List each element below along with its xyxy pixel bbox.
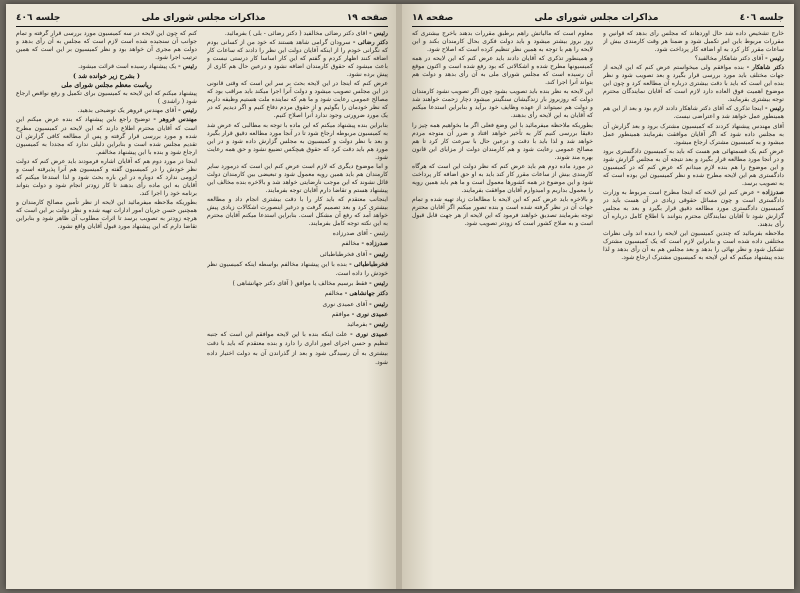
transcript-paragraph: [603, 189, 784, 229]
speech-text: این لایحه به نظر بنده باید تصویب بشود چون اگر تصویب نشود کارمندان دولت که روزبروز بار زندگیشان سنگینتر میشود دچار زحمت خواهند شد و دولت هم نمیتواند از عهده وظایف خود برآید و بنابراین استدعا میکنم که آقایان به این لایحه رأی بدهند.: [412, 88, 593, 120]
speech-text: بنابراین بنده پیشنهاد میکنم که این ماده با توجه به مطالبی که عرض شد به کمیسیون مربوطه ارجاع شود تا در آنجا مورد مطالعه دقیق قرار بگیرد و بعد با نظر دولت و کمیسیون به مجلس گزارش داده شود و در این مورد هم باید دقت کرد که حقوق هیچکس تضییع نشود و حق همه رعایت شود.: [207, 121, 388, 161]
speech-text: موافقم: [331, 310, 352, 318]
right-page: [402, 4, 794, 589]
transcript-paragraph: [603, 123, 784, 147]
transcript-paragraph: [412, 122, 593, 162]
transcript-paragraph: [603, 105, 784, 121]
transcript-paragraph: [207, 80, 388, 120]
speech-text: اینجا تذکری که آقای دکتر شاهکار دادند لازم بود و بعد از این هم همینطور عمل خواهد شد و اعتراضی نیست.: [603, 105, 784, 121]
speaker-name: فخرطباطبائی -: [349, 260, 388, 268]
speaker-name: عمیدی نوری -: [350, 331, 388, 339]
vote-line: [207, 289, 388, 298]
right-session-label: جلسه ٤٠٦: [739, 13, 784, 23]
transcript-paragraph: [16, 30, 197, 62]
transcript-paragraph: [412, 88, 593, 120]
speech-text: در مورد ماده دوم هم باید عرض کنم که نظر دولت این است که هرگاه کارمندی بیش از ساعات مقرر کار کند باید به او حق اضافه کار پرداخت شود و این موضوع در همه کشورها معمول است و ما هم باید همین رویه را معمول بداریم و امیدوارم آقایان موافقت بفرمایند.: [412, 162, 593, 194]
speech-text: کنم که چون این لایحه در سه کمیسیون مورد بررسی قرار گرفته و تمام جوانب آن سنجیده شده است لازم است که مجلس به آن رأی بدهد و دولت هم مجری آن خواهد بود و نظر کمیسیون بر این است که همین ترتیب اجرا شود.: [16, 30, 197, 62]
speech-text: و همینطور تذکری که آقایان دادند باید عرض کنم که این لایحه در همه کمیسیونها مطرح شده و اشکالاتی که بود رفع شده است و اکنون موقع آن رسیده است که مجلس شورای ملی به آن رأی بدهد و دولت هم بتواند آنرا اجرا کند.: [412, 55, 593, 87]
speech-text: مخالفم: [341, 240, 362, 248]
vote-line: [207, 260, 388, 278]
speech-text: آقای دکتر رضائی مخالفید ( دکتر رضائی - بلی ) بفرمائید.: [224, 30, 368, 37]
right-page-number: صفحه ١٨: [412, 13, 454, 23]
transcript-paragraph: [603, 55, 784, 63]
speech-text: آقای مهندس پیشنهاد کردند که کمیسیون مشترک برود و بعد گزارش آن به مجلس داده شود که اگر آقایان موافقت بفرمایند همینطور عمل میشود و به کمیسیون مشترک ارجاع میشود.: [603, 122, 784, 146]
speech-text: بنده با این پیشنهاد مخالفم بواسطه اینکه کمیسیون نظر خودش را داده است.: [207, 260, 388, 277]
speaker-name: رئیس -: [765, 55, 784, 63]
speaker-name: رئیس -: [369, 250, 388, 258]
speech-text: یک پیشنهاد رسیده است قرائت میشود.: [78, 63, 177, 71]
left-page: [6, 4, 398, 589]
speech-text: آقای فخرطباطبائی: [319, 250, 370, 258]
speaker-name: رئیس -: [178, 63, 197, 71]
transcript-paragraph: [207, 163, 388, 195]
speaker-name: دکتر رضائی -: [352, 39, 388, 47]
vote-line: [207, 320, 388, 329]
left-session-label: جلسه ٤٠٦: [16, 13, 61, 23]
transcript-paragraph: [603, 64, 784, 104]
transcript-paragraph: [603, 148, 784, 188]
transcript-paragraph: [207, 30, 388, 38]
right-page-column-left: [412, 30, 593, 581]
centered-heading: ( بشرح زیر خوانده شد ): [73, 72, 140, 81]
transcript-paragraph: [16, 199, 197, 231]
left-page-number: صفحه ١٩: [346, 13, 388, 23]
speech-text: عرض کنم یک قسمتهائی هم هست که باید به کمیسیون دادگستری برود و در آنجا مورد مطالعه قرار بگیرد و بعد نتیجه آن به مجلس گزارش شود و این موضوع را هم بنده لازم میدانم که عرض کنم که در کمیسیون دادگستری هم این لایحه مطرح شده و نظر کمیسیون این بوده است که به تصویب برسد.: [603, 147, 784, 187]
speaker-name: دکتر جهانشاهی -: [344, 290, 388, 298]
transcript-paragraph: [207, 122, 388, 162]
transcript-paragraph: [603, 230, 784, 262]
vote-line: [207, 239, 388, 248]
transcript-paragraph: [16, 116, 197, 156]
speaker-name: رئیس -: [369, 30, 388, 37]
speech-text: بفرمائید: [347, 320, 370, 328]
transcript-paragraph: [603, 30, 784, 54]
speech-text: مخالفم: [324, 290, 345, 298]
speaker-name: صدرزاده -: [361, 240, 388, 248]
speaker-name: رئیس -: [369, 280, 388, 288]
vote-line: [207, 310, 388, 319]
speech-text: توضیح راجع باین پیشنهاد که بنده عرض میکنم این است که آقایان محترم اطلاع دارند که این لایحه در کمیسیون مطرح شده و مورد بررسی قرار گرفته و پس از مطالعه کافی گزارش آن تقدیم مجلس شده است و بنابراین دلیلی ندارد که مجددا به کمیسیون ارجاع شود و بنده با این پیشنهاد مخالفم.: [16, 116, 197, 156]
transcript-paragraph: [412, 163, 593, 195]
speech-text: پیشنهاد میکنم که این لایحه به کمیسیون برای تکمیل و رفع نواقص ارجاع شود ( راشدی ): [16, 90, 197, 106]
speech-text: معلوم است که مالیاتش راهم برطبق مقررات بدهند باخرج بیشتری که روز بروز بیشتر میشود و باید دولت فکری بحال کارمندان بکند و این لایحه را هم با توجه به همین نظر تنظیم کرده است که اصلاح شود.: [412, 30, 593, 54]
speaker-name: مهندس فروهر -: [153, 116, 197, 124]
speaker-name: صدرزاده -: [757, 188, 784, 196]
transcript-paragraph: [16, 63, 197, 71]
left-page-title: مذاکرات مجلس شورای ملی: [141, 13, 266, 23]
book-spread: [6, 4, 794, 589]
speech-text: فقط برسیم مخالف یا موافق ( آقای دکتر جهانشاهی ): [232, 280, 370, 288]
left-page-columns: [16, 30, 388, 581]
centered-heading: ریاست معظم مجلس شورای ملی: [61, 81, 152, 90]
speech-text: آقای مهندس فروهر یک توضیحی بدهید.: [77, 107, 177, 115]
vote-line: [207, 300, 388, 309]
transcript-paragraph: [207, 196, 388, 228]
left-page-column-right: [207, 30, 388, 581]
speech-text: آقای دکتر شاهکار مخالفید؟: [694, 55, 764, 63]
vote-line: [207, 250, 388, 259]
speaker-name: رئیس -: [765, 105, 784, 113]
speech-text: و اما موضوع دیگری که لازم است عرض کنم این است که درمورد سایر کارمندان هم باید همین رویه معمول شود و تبعیضی بین کارمندان دولت قائل نشوند که این موجب نارضایتی خواهد شد و بالاخره بنده مخالف این پیشنهاد هستم و تقاضا دارم آقایان توجه بفرمایند.: [207, 162, 388, 194]
speaker-name: رئیس -: [369, 320, 388, 328]
speech-text: سرودان گرامی شاهد هستند که خود من از کسانی بودم که نگرانی خودم را از اینکه آقایان دولت این نظر را دادند که ساعات کار اضافه کنند اظهار کردم و گفتم که این کار اساسا کار درستی نیست و باعث میشود که حقوق کارمندان اضافه نشود و درعین حال هم کاری از پیش برده نشود.: [207, 39, 388, 79]
transcript-paragraph: [412, 30, 593, 54]
transcript-paragraph: [207, 39, 388, 79]
speaker-name: رئیس -: [178, 107, 197, 115]
right-page-column-right: [603, 30, 784, 581]
speech-text: بطوریکه ملاحظه میفرمائید این لایحه از نظر تأمین مصالح کارمندان و همچنین حسن جریان امور ادارات تهیه شده و نظر دولت بر این است که هرچه زودتر به تصویب برسد تا اثرات مطلوب آن ظاهر شود و بنابراین تقاضا دارم که این پیشنهاد مورد قبول آقایان واقع نشود.: [16, 198, 197, 231]
speech-text: اینجا در مورد دوم هم که آقایان اشاره فرمودند باید عرض کنم که دولت نظر خودش را در کمیسیون گفته و کمیسیون هم آنرا پذیرفته است و لزومی ندارد که دوباره در این باره بحث شود و لذا استدعا میکنم که آقایان به این ماده رأی بدهند تا کار زودتر انجام شود و دولت بتواند برنامه خود را اجرا کند.: [16, 157, 197, 197]
speech-text: بنده موافقم ولی میخواستم عرض کنم که این لایحه از جهات مختلف باید مورد بررسی قرار بگیرد و بعد تصویب شود و نظر بنده این است که باید با دقت بیشتری درباره آن مطالعه کرد و چون این موضوع اهمیت فوق العاده دارد لازم است که آقایان نمایندگان محترم توجه بیشتری بفرمایند.: [603, 64, 784, 104]
right-page-columns: [412, 30, 784, 581]
speech-text: عرض کنم که اینجا در این لایحه بحث بر سر این است که وقتی قانونی در این مجلس تصویب میشود و دولت آنرا اجرا میکند باید مراقب بود که مصالح عمومی رعایت شود و ما هم که نماینده ملت هستیم وظیفه داریم که نظر خودمان را بگوئیم و از حقوق مردم دفاع کنیم و اگر دیدیم که در یک مورد ضرورتی وجود ندارد آنرا اصلاح کنیم.: [207, 80, 388, 120]
speech-text: اینجانب معتقدم که باید کار را با دقت بیشتری انجام داد و مطالعه بیشتری کرد و بعد تصمیم گرفت و درغیر اینصورت اشکالات زیادی پیش خواهد آمد که رفع آن مشکل است. بنابراین استدعا میکنم آقایان محترم به این نکته توجه کامل بفرمایند.: [207, 195, 388, 228]
right-page-header: [412, 10, 784, 27]
speech-text: ملاحظه بفرمائید که چندین کمیسیون این لایحه را دیده اند ولی نظرات مختلفی داده شده است و بنابراین لازم است که یک کمیسیون مشترک تشکیل شود و نظر نهائی را بدهد و بعد مجلس هم به آن رأی بدهد و لذا بنده پیشنهاد میکنم که این لایحه به کمیسیون مشترک ارجاع شود.: [603, 230, 784, 262]
transcript-paragraph: [16, 158, 197, 198]
vote-line: [207, 279, 388, 288]
speech-text: عرض کنم این لایحه که اینجا مطرح است مربوط به وزارت دادگستری است و چون مسائل حقوقی زیادی در آن هست باید در کمیسیون دادگستری مورد مطالعه دقیق قرار بگیرد و بعد به مجلس گزارش شود تا آقایان نمایندگان محترم بتوانند با اطلاع کامل درباره آن رأی بدهند.: [603, 188, 784, 229]
transcript-paragraph: [412, 196, 593, 228]
speech-text: آقای عمیدی نوری: [322, 300, 370, 308]
right-page-title: مذاکرات مجلس شورای ملی: [534, 13, 659, 23]
left-page-header: [16, 10, 388, 27]
speech-text: و بالاخره باید عرض کنم که این لایحه با مطالعات زیاد تهیه شده و تمام جهات آن در نظر گرفته شده است و بنده تصور میکنم اگر آقایان محترم توجه بفرمایند تصدیق خواهند فرمود که این لایحه از هر جهت قابل قبول است و به صلاح کشور است که زودتر تصویب شود.: [412, 195, 593, 228]
speech-text: بطوریکه ملاحظه میفرمائید با این وضع فعلی اگر ما بخواهیم همه چیز را دقیقا بررسی کنیم کار به تأخیر خواهد افتاد و ضرر آن متوجه مردم خواهد شد و لذا باید با دقت و درعین حال با سرعت کار کرد تا هم مصالح عمومی رعایت شود و هم کارمندان دولت از مزایای این قانون بهره مند شوند.: [412, 121, 593, 161]
speaker-name: رئیس -: [369, 300, 388, 308]
vote-intro: رئیس - آقای صدرزاده: [332, 230, 388, 238]
speaker-name: عمیدی نوری -: [351, 310, 388, 318]
speech-text: خارج تشخیص داده شد حال آوردهاند که مجلس رأی بدهد که قوانین و مقررات مربوط باین امر تکمیل شود و ضمنا هر وقت کارمندی بیش از ساعات مقرر کار کرد به او اضافه کار پرداخت شود.: [603, 30, 784, 54]
speaker-name: دکتر شاهکار -: [746, 64, 784, 72]
speech-text: علت اینکه بنده با این لایحه موافقم این است که جنبه تنظیم و حسن اجرای امور اداری را دارد و بنده معتقدم که باید با دقت بیشتری به آن رسیدگی شود و بعد از گذراندن آن به دولت اختیار داده شود.: [207, 331, 388, 366]
transcript-paragraph: [16, 90, 197, 106]
vote-line: [207, 330, 388, 367]
transcript-paragraph: [412, 55, 593, 87]
left-page-column-left: [16, 30, 197, 581]
transcript-paragraph: [16, 107, 197, 115]
